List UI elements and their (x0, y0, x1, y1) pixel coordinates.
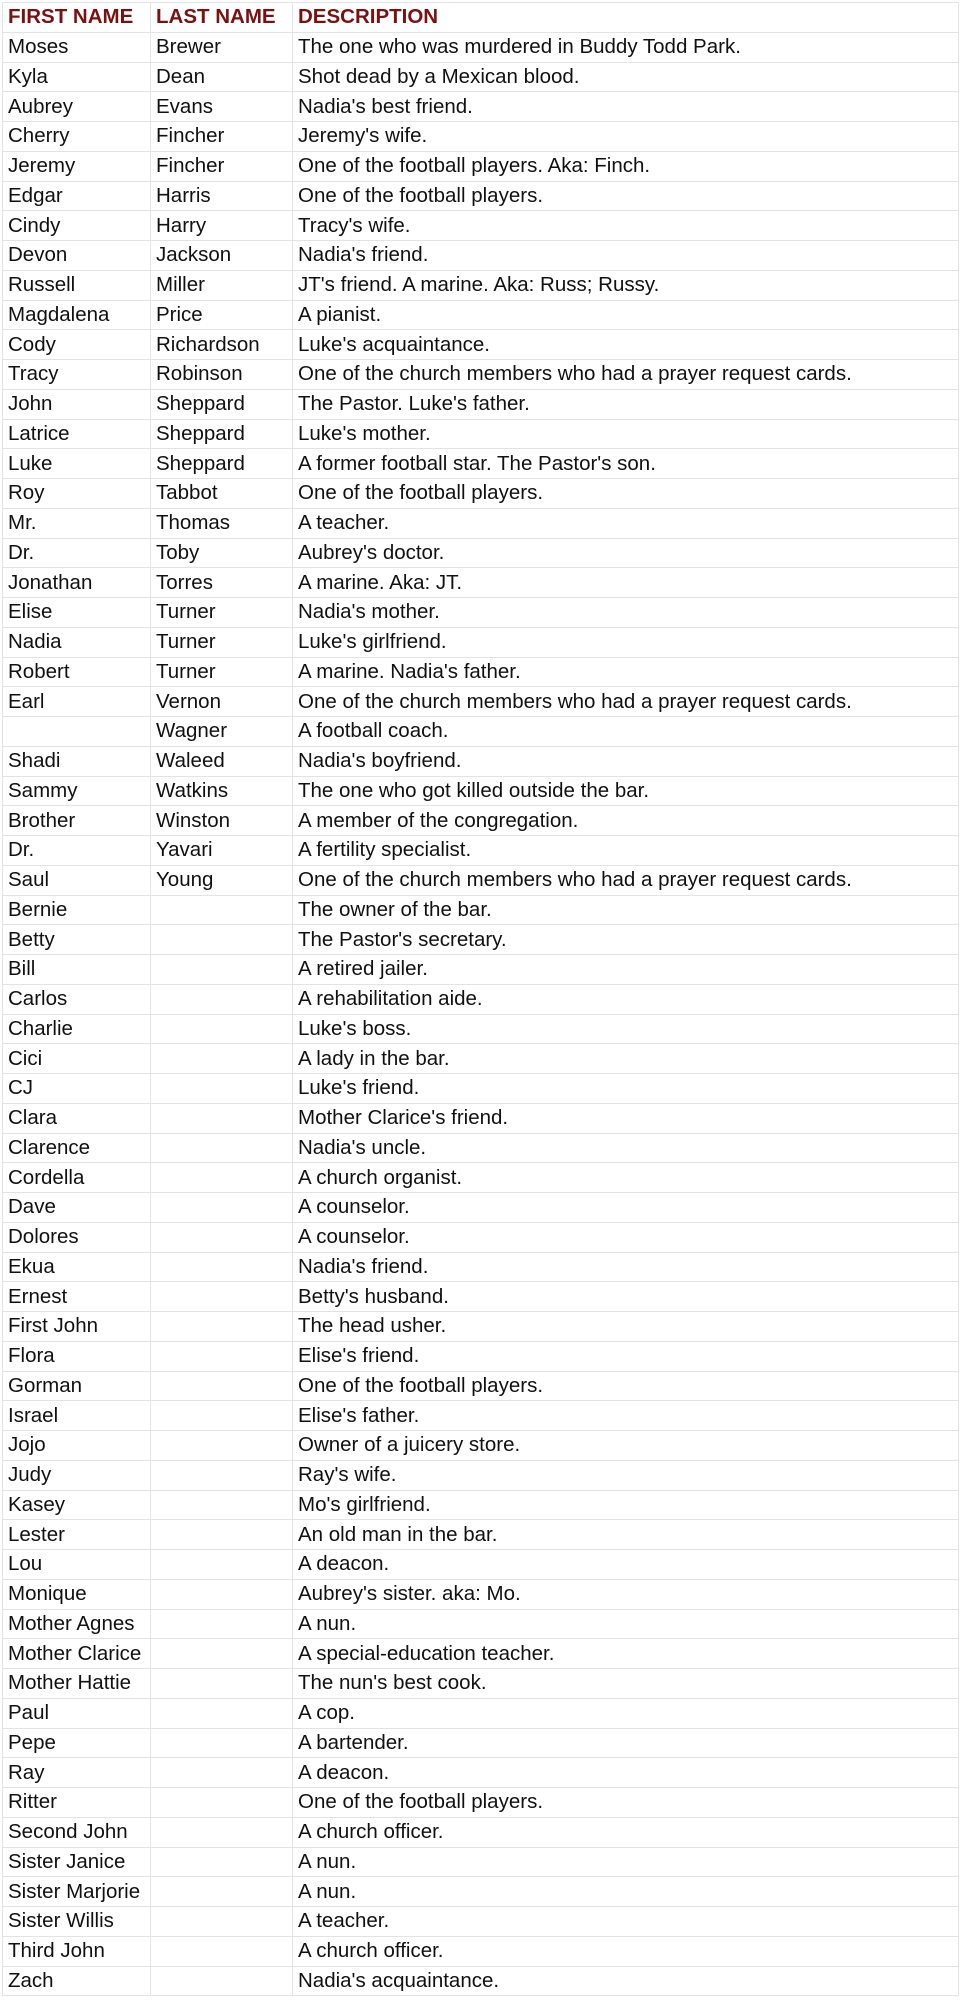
cell-last-name: Wagner (151, 717, 293, 747)
cell-description: Luke's friend. (293, 1074, 959, 1104)
cell-first-name: Clarence (3, 1133, 151, 1163)
cell-last-name: Sheppard (151, 449, 293, 479)
table-row (3, 1639, 959, 1669)
cell-description: A bartender. (293, 1728, 959, 1758)
cell-last-name (151, 1401, 293, 1431)
cell-first-name: Shadi (3, 746, 151, 776)
cell-description: The one who was murdered in Buddy Todd Park. (293, 32, 959, 62)
cell-description: One of the football players. (293, 181, 959, 211)
cell-first-name: Kasey (3, 1490, 151, 1520)
cell-last-name (151, 1728, 293, 1758)
cell-last-name (151, 1044, 293, 1074)
table-row (3, 568, 959, 598)
table-row (3, 1698, 959, 1728)
table-body (3, 32, 959, 1996)
cell-first-name: Cody (3, 330, 151, 360)
cell-last-name: Young (151, 865, 293, 895)
cell-first-name: Latrice (3, 419, 151, 449)
character-table (2, 2, 959, 1996)
cell-first-name: Jonathan (3, 568, 151, 598)
table-row (3, 1312, 959, 1342)
cell-description: A teacher. (293, 1907, 959, 1937)
cell-description: A lady in the bar. (293, 1044, 959, 1074)
cell-first-name: Luke (3, 449, 151, 479)
cell-description: A special-education teacher. (293, 1639, 959, 1669)
cell-description: Elise's friend. (293, 1341, 959, 1371)
table-row (3, 1371, 959, 1401)
cell-description: Luke's acquaintance. (293, 330, 959, 360)
cell-description: Nadia's best friend. (293, 92, 959, 122)
cell-first-name: Israel (3, 1401, 151, 1431)
cell-first-name: Sammy (3, 776, 151, 806)
cell-last-name (151, 1252, 293, 1282)
cell-description: Aubrey's doctor. (293, 538, 959, 568)
cell-description: One of the football players. (293, 1371, 959, 1401)
cell-description: A football coach. (293, 717, 959, 747)
table-row (3, 1193, 959, 1223)
cell-description: The Pastor's secretary. (293, 925, 959, 955)
cell-description: A marine. Nadia's father. (293, 657, 959, 687)
cell-first-name: Sister Janice (3, 1847, 151, 1877)
table-row (3, 1609, 959, 1639)
cell-description: A fertility specialist. (293, 836, 959, 866)
cell-last-name: Miller (151, 270, 293, 300)
table-row (3, 627, 959, 657)
cell-last-name: Vernon (151, 687, 293, 717)
table-row (3, 984, 959, 1014)
cell-description: Shot dead by a Mexican blood. (293, 62, 959, 92)
cell-description: A deacon. (293, 1550, 959, 1580)
cell-description: Nadia's friend. (293, 1252, 959, 1282)
table-row (3, 270, 959, 300)
table-row (3, 330, 959, 360)
table-row (3, 1014, 959, 1044)
cell-last-name: Yavari (151, 836, 293, 866)
cell-last-name: Richardson (151, 330, 293, 360)
cell-first-name: Charlie (3, 1014, 151, 1044)
cell-first-name: Ray (3, 1758, 151, 1788)
table-row (3, 687, 959, 717)
cell-last-name (151, 1490, 293, 1520)
table-row (3, 955, 959, 985)
cell-last-name (151, 1312, 293, 1342)
table-row (3, 32, 959, 62)
table-row (3, 776, 959, 806)
cell-first-name: Paul (3, 1698, 151, 1728)
cell-first-name: Dr. (3, 836, 151, 866)
table-row (3, 449, 959, 479)
cell-description: One of the church members who had a prayer request cards. (293, 360, 959, 390)
table-row (3, 1788, 959, 1818)
cell-description: Aubrey's sister. aka: Mo. (293, 1579, 959, 1609)
table-row (3, 181, 959, 211)
cell-last-name: Toby (151, 538, 293, 568)
cell-first-name: Third John (3, 1936, 151, 1966)
table-row (3, 1669, 959, 1699)
cell-description: Luke's boss. (293, 1014, 959, 1044)
table-row (3, 895, 959, 925)
table-row (3, 479, 959, 509)
cell-first-name: Bernie (3, 895, 151, 925)
cell-first-name: CJ (3, 1074, 151, 1104)
cell-description: Luke's mother. (293, 419, 959, 449)
cell-first-name: Betty (3, 925, 151, 955)
cell-first-name: John (3, 389, 151, 419)
cell-description: Luke's girlfriend. (293, 627, 959, 657)
cell-first-name: Robert (3, 657, 151, 687)
cell-first-name: Earl (3, 687, 151, 717)
cell-description: Ray's wife. (293, 1460, 959, 1490)
cell-last-name (151, 1431, 293, 1461)
table-row (3, 746, 959, 776)
cell-first-name: Sister Willis (3, 1907, 151, 1937)
cell-first-name: Saul (3, 865, 151, 895)
table-row (3, 1163, 959, 1193)
cell-first-name: Clara (3, 1103, 151, 1133)
cell-last-name (151, 1639, 293, 1669)
cell-first-name: Mother Agnes (3, 1609, 151, 1639)
table-row (3, 419, 959, 449)
table-row (3, 806, 959, 836)
table-row (3, 1103, 959, 1133)
cell-first-name: Ernest (3, 1282, 151, 1312)
cell-last-name: Robinson (151, 360, 293, 390)
cell-last-name: Jackson (151, 241, 293, 271)
table-row (3, 1490, 959, 1520)
cell-description: Mother Clarice's friend. (293, 1103, 959, 1133)
cell-description: Mo's girlfriend. (293, 1490, 959, 1520)
table-row (3, 1341, 959, 1371)
cell-description: A cop. (293, 1698, 959, 1728)
cell-last-name (151, 1698, 293, 1728)
table-row (3, 1222, 959, 1252)
table-row (3, 241, 959, 271)
cell-description: JT's friend. A marine. Aka: Russ; Russy. (293, 270, 959, 300)
cell-first-name: Cici (3, 1044, 151, 1074)
cell-description: A counselor. (293, 1222, 959, 1252)
cell-last-name: Sheppard (151, 389, 293, 419)
cell-first-name: Devon (3, 241, 151, 271)
cell-last-name (151, 1579, 293, 1609)
cell-last-name: Dean (151, 62, 293, 92)
cell-last-name (151, 955, 293, 985)
cell-description: Nadia's friend. (293, 241, 959, 271)
cell-first-name: Lester (3, 1520, 151, 1550)
cell-first-name: Kyla (3, 62, 151, 92)
cell-first-name: Cordella (3, 1163, 151, 1193)
table-row (3, 1758, 959, 1788)
cell-description: A teacher. (293, 508, 959, 538)
cell-last-name: Torres (151, 568, 293, 598)
table-row (3, 1817, 959, 1847)
cell-description: A counselor. (293, 1193, 959, 1223)
cell-description: A rehabilitation aide. (293, 984, 959, 1014)
cell-first-name: Bill (3, 955, 151, 985)
table-row (3, 1044, 959, 1074)
table-row (3, 1282, 959, 1312)
header-row (3, 3, 959, 33)
cell-last-name (151, 1341, 293, 1371)
cell-description: A marine. Aka: JT. (293, 568, 959, 598)
header-first-name: FIRST NAME (3, 3, 151, 33)
cell-description: Jeremy's wife. (293, 122, 959, 152)
table-row (3, 1579, 959, 1609)
cell-description: An old man in the bar. (293, 1520, 959, 1550)
cell-first-name (3, 717, 151, 747)
cell-last-name: Sheppard (151, 419, 293, 449)
cell-last-name (151, 984, 293, 1014)
cell-last-name (151, 1222, 293, 1252)
table-row (3, 865, 959, 895)
cell-last-name (151, 1817, 293, 1847)
cell-first-name: Monique (3, 1579, 151, 1609)
cell-first-name: Ekua (3, 1252, 151, 1282)
cell-description: Elise's father. (293, 1401, 959, 1431)
cell-first-name: Aubrey (3, 92, 151, 122)
cell-last-name: Thomas (151, 508, 293, 538)
cell-description: The Pastor. Luke's father. (293, 389, 959, 419)
cell-last-name (151, 1847, 293, 1877)
table-row (3, 1966, 959, 1996)
cell-first-name: Moses (3, 32, 151, 62)
cell-last-name (151, 1936, 293, 1966)
table-row (3, 1252, 959, 1282)
cell-last-name (151, 1550, 293, 1580)
cell-first-name: Zach (3, 1966, 151, 1996)
table-row (3, 1847, 959, 1877)
cell-first-name: Flora (3, 1341, 151, 1371)
cell-first-name: Brother (3, 806, 151, 836)
cell-description: One of the football players. (293, 1788, 959, 1818)
header-last-name: LAST NAME (151, 3, 293, 33)
cell-description: A church officer. (293, 1817, 959, 1847)
table-row (3, 151, 959, 181)
table-row (3, 92, 959, 122)
cell-description: Betty's husband. (293, 1282, 959, 1312)
cell-description: The head usher. (293, 1312, 959, 1342)
cell-last-name (151, 1371, 293, 1401)
cell-last-name (151, 1907, 293, 1937)
cell-first-name: Cherry (3, 122, 151, 152)
cell-last-name: Brewer (151, 32, 293, 62)
table-row (3, 62, 959, 92)
table-row (3, 211, 959, 241)
cell-description: A former football star. The Pastor's son. (293, 449, 959, 479)
cell-description: A church organist. (293, 1163, 959, 1193)
cell-first-name: Nadia (3, 627, 151, 657)
cell-last-name: Fincher (151, 151, 293, 181)
table-row (3, 657, 959, 687)
cell-first-name: Dave (3, 1193, 151, 1223)
cell-description: A member of the congregation. (293, 806, 959, 836)
cell-description: Nadia's uncle. (293, 1133, 959, 1163)
cell-last-name: Evans (151, 92, 293, 122)
cell-description: Owner of a juicery store. (293, 1431, 959, 1461)
header-description: DESCRIPTION (293, 3, 959, 33)
cell-first-name: First John (3, 1312, 151, 1342)
cell-last-name: Tabbot (151, 479, 293, 509)
cell-first-name: Gorman (3, 1371, 151, 1401)
cell-first-name: Carlos (3, 984, 151, 1014)
table-row (3, 1728, 959, 1758)
cell-last-name (151, 1877, 293, 1907)
table-row (3, 122, 959, 152)
cell-last-name (151, 1758, 293, 1788)
cell-last-name (151, 1788, 293, 1818)
cell-first-name: Sister Marjorie (3, 1877, 151, 1907)
cell-first-name: Tracy (3, 360, 151, 390)
table-row (3, 598, 959, 628)
cell-last-name: Fincher (151, 122, 293, 152)
cell-description: A deacon. (293, 1758, 959, 1788)
cell-last-name (151, 1163, 293, 1193)
cell-first-name: Lou (3, 1550, 151, 1580)
cell-description: One of the football players. Aka: Finch. (293, 151, 959, 181)
cell-description: One of the football players. (293, 479, 959, 509)
cell-last-name (151, 1074, 293, 1104)
cell-first-name: Dolores (3, 1222, 151, 1252)
cell-first-name: Second John (3, 1817, 151, 1847)
cell-first-name: Cindy (3, 211, 151, 241)
cell-description: The one who got killed outside the bar. (293, 776, 959, 806)
cell-last-name (151, 1014, 293, 1044)
cell-description: One of the church members who had a prayer request cards. (293, 865, 959, 895)
table-row (3, 360, 959, 390)
cell-first-name: Magdalena (3, 300, 151, 330)
cell-first-name: Judy (3, 1460, 151, 1490)
cell-first-name: Dr. (3, 538, 151, 568)
cell-description: One of the church members who had a prayer request cards. (293, 687, 959, 717)
cell-first-name: Jeremy (3, 151, 151, 181)
cell-last-name: Turner (151, 657, 293, 687)
cell-last-name (151, 1133, 293, 1163)
table-row (3, 300, 959, 330)
cell-first-name: Pepe (3, 1728, 151, 1758)
table-row (3, 1133, 959, 1163)
cell-last-name: Watkins (151, 776, 293, 806)
cell-last-name: Price (151, 300, 293, 330)
cell-description: Tracy's wife. (293, 211, 959, 241)
cell-last-name (151, 925, 293, 955)
cell-first-name: Mother Hattie (3, 1669, 151, 1699)
cell-description: Nadia's acquaintance. (293, 1966, 959, 1996)
table-row (3, 1877, 959, 1907)
table-row (3, 1074, 959, 1104)
cell-last-name (151, 1460, 293, 1490)
cell-description: A nun. (293, 1847, 959, 1877)
cell-last-name (151, 1966, 293, 1996)
cell-description: A church officer. (293, 1936, 959, 1966)
cell-first-name: Edgar (3, 181, 151, 211)
cell-last-name: Turner (151, 627, 293, 657)
table-row (3, 1460, 959, 1490)
cell-first-name: Mr. (3, 508, 151, 538)
table-row (3, 836, 959, 866)
cell-last-name: Harris (151, 181, 293, 211)
table-row (3, 925, 959, 955)
table-row (3, 1431, 959, 1461)
cell-last-name (151, 1669, 293, 1699)
cell-description: The nun's best cook. (293, 1669, 959, 1699)
cell-last-name (151, 1103, 293, 1133)
cell-description: A nun. (293, 1877, 959, 1907)
cell-first-name: Mother Clarice (3, 1639, 151, 1669)
table-row (3, 717, 959, 747)
cell-first-name: Russell (3, 270, 151, 300)
table-row (3, 1936, 959, 1966)
table-row (3, 1401, 959, 1431)
cell-description: Nadia's boyfriend. (293, 746, 959, 776)
table-row (3, 389, 959, 419)
cell-last-name (151, 1609, 293, 1639)
table-row (3, 508, 959, 538)
cell-description: A retired jailer. (293, 955, 959, 985)
cell-first-name: Ritter (3, 1788, 151, 1818)
cell-last-name (151, 1193, 293, 1223)
table-row (3, 538, 959, 568)
cell-last-name: Harry (151, 211, 293, 241)
cell-last-name: Turner (151, 598, 293, 628)
cell-description: The owner of the bar. (293, 895, 959, 925)
cell-first-name: Jojo (3, 1431, 151, 1461)
table-row (3, 1907, 959, 1937)
cell-first-name: Roy (3, 479, 151, 509)
table-row (3, 1520, 959, 1550)
cell-first-name: Elise (3, 598, 151, 628)
cell-last-name: Waleed (151, 746, 293, 776)
cell-last-name (151, 895, 293, 925)
cell-last-name (151, 1520, 293, 1550)
table-row (3, 1550, 959, 1580)
cell-last-name: Winston (151, 806, 293, 836)
cell-description: A pianist. (293, 300, 959, 330)
cell-description: A nun. (293, 1609, 959, 1639)
cell-description: Nadia's mother. (293, 598, 959, 628)
cell-last-name (151, 1282, 293, 1312)
